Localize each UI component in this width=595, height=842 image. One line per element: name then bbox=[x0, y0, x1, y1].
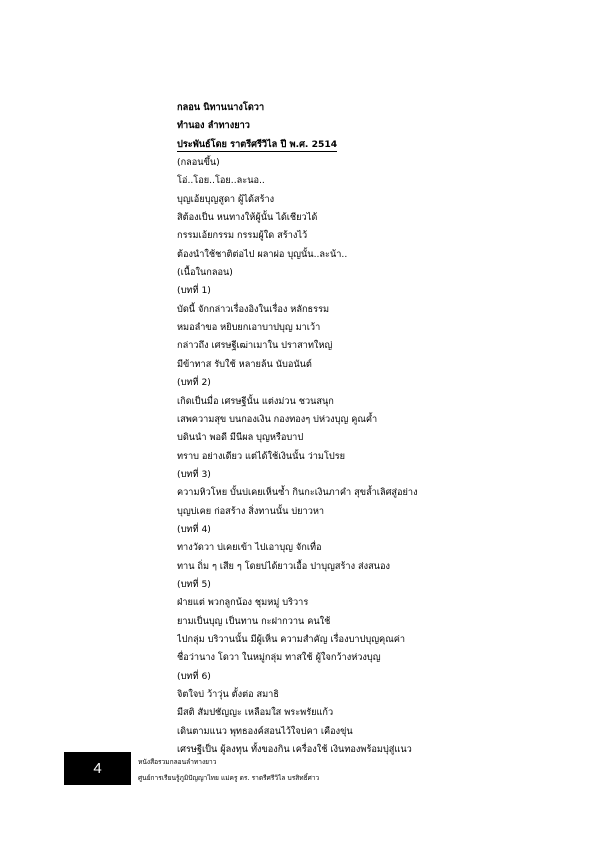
poem-line: ความหิวโหย บั้นบ่เคยเห็นซ้ำ กินกะเงินภาคำ สุขล้ำเลิศสู่อย่าง bbox=[177, 487, 418, 499]
poem-line: ทราบ อย่างเดียว แต่ได้ใช้เงินนั้น ว่ามโปรย bbox=[177, 450, 346, 462]
poem-line: ทางวัดวา บ่เคยเข้า ไปเอาบุญ จักเทื่อ bbox=[177, 542, 322, 554]
poem-line: (บทที่ 6) bbox=[177, 670, 211, 682]
poem-line: (บทที่ 4) bbox=[177, 523, 211, 535]
poem-line: (บทที่ 5) bbox=[177, 578, 211, 590]
poem-line: เศรษฐีเป็น ผู้ลงทุน ทั้งของกิน เครื่องใช้ เงินทองพร้อมบุ่สู่แนว bbox=[177, 744, 412, 756]
poem-line: กล่าวถึง เศรษฐีเฒ่าเมาใน ปราสาทใหญ่ bbox=[177, 340, 333, 352]
poem-title: กลอน นิทานนางโดวา bbox=[177, 102, 265, 113]
page-number-badge bbox=[64, 752, 131, 785]
poem-line: เกิดเป็นมื่อ เศรษฐีนั้น แต่งม่วน ชวนสนุก bbox=[177, 395, 334, 407]
poem-author-text: ประพันธ์โดย ราตรีศรีวิไล ปี พ.ศ. 2514 bbox=[177, 138, 338, 150]
poem-author bbox=[177, 136, 517, 154]
poem-line: ฝ่ายแต่ พวกลูกน้อง ชุมหมู่ บริวาร bbox=[177, 597, 309, 609]
poem-line: (บทที่ 1) bbox=[177, 285, 211, 297]
poem-line: มีข้าทาส รับใช้ หลายล้น นับอนันต์ bbox=[177, 358, 312, 370]
poem-line: บุญเอ้ยบุญสูดา ผู้ได้สร้าง bbox=[177, 193, 275, 205]
poem-line: (บทที่ 3) bbox=[177, 468, 211, 480]
poem-line: ต้องนำใช้ชาติต่อไป ผลาผ่อ บุญนั้น..ละน้า.. bbox=[177, 248, 348, 260]
footer-book-title: หนังสือรวมกลอนลำทางยาว bbox=[138, 758, 217, 766]
poem-line: (บทที่ 2) bbox=[177, 377, 211, 389]
poem-line: (เนื้อในกลอน) bbox=[177, 267, 233, 279]
poem-line: เสพความสุข บนกองเงิน กองทองๆ บ่ห่วงบุญ คูณค้ำ bbox=[177, 413, 378, 425]
poem-line: (กลอนขึ้น) bbox=[177, 157, 220, 169]
poem-line: มีสติ สัมปชัญญะ เหลือมใส พระพรัยแก้ว bbox=[177, 707, 334, 719]
poem-line: บดินนำ พอดี มีนีผล บุญหรือบาป bbox=[177, 432, 304, 444]
poem-line: บุญบ่เคย ก่อสร้าง สิ่งทานนั้น บ่ยาวหา bbox=[177, 505, 325, 517]
poem-body bbox=[177, 99, 517, 759]
poem-line: กรรมเอ้ยกรรม กรรมผู้ใด สร้างไว้ bbox=[177, 230, 308, 242]
poem-line: เดินตามแนว พุทธองค์สอนไว้ใจบ่คา เคืองขุ่น bbox=[177, 725, 353, 737]
poem-line: ทาน ถิ่ม ๆ เสีย ๆ โดยบ่ได้ยาวเอื้อ ปาบุญสร้าง ส่งสนอง bbox=[177, 560, 390, 572]
poem-line: หมอลำขอ หยิบยกเอาบาปบุญ มาเว้า bbox=[177, 322, 321, 334]
poem-line: ยามเป็นบุญ เป็นทาน กะฝากวาน คนใช้ bbox=[177, 615, 331, 627]
poem-line: จิตใจบ่ ว้าวุ่น ตั้งต่อ สมาธิ bbox=[177, 689, 279, 700]
footer-publisher: ศูนย์การเรียนรู้ภูมิปัญญาไทย แม่ครู ดร. ราตรีศรีวิไล บรสิทธิ์ศาว bbox=[138, 774, 320, 782]
poem-line: บัดนี้ จักกล่าวเรื่องอิงในเรื่อง หลักธรรม bbox=[177, 303, 330, 315]
page-number: 4 bbox=[93, 760, 102, 777]
poem-line: ไปกลุ่ม บริวานนั้น มีผู้เห็น ความสำคัญ เรื่องบาปบุญคุณค่า bbox=[177, 633, 406, 645]
poem-line: โอ่..โอย..โอย..ละนอ.. bbox=[177, 175, 265, 187]
poem-line: สิต้องเป็น หนทางให้ผู้นั้น ได้เชียวได้ bbox=[177, 212, 318, 224]
page-footer bbox=[138, 754, 468, 786]
poem-line: ชื่อว่านาง โดวา ในหมู่กลุ่ม ทาสใช้ ผู้ใจกว้างห่วงบุญ bbox=[177, 652, 381, 664]
poem-melody: ทำนอง ลำทางยาว bbox=[177, 120, 250, 132]
